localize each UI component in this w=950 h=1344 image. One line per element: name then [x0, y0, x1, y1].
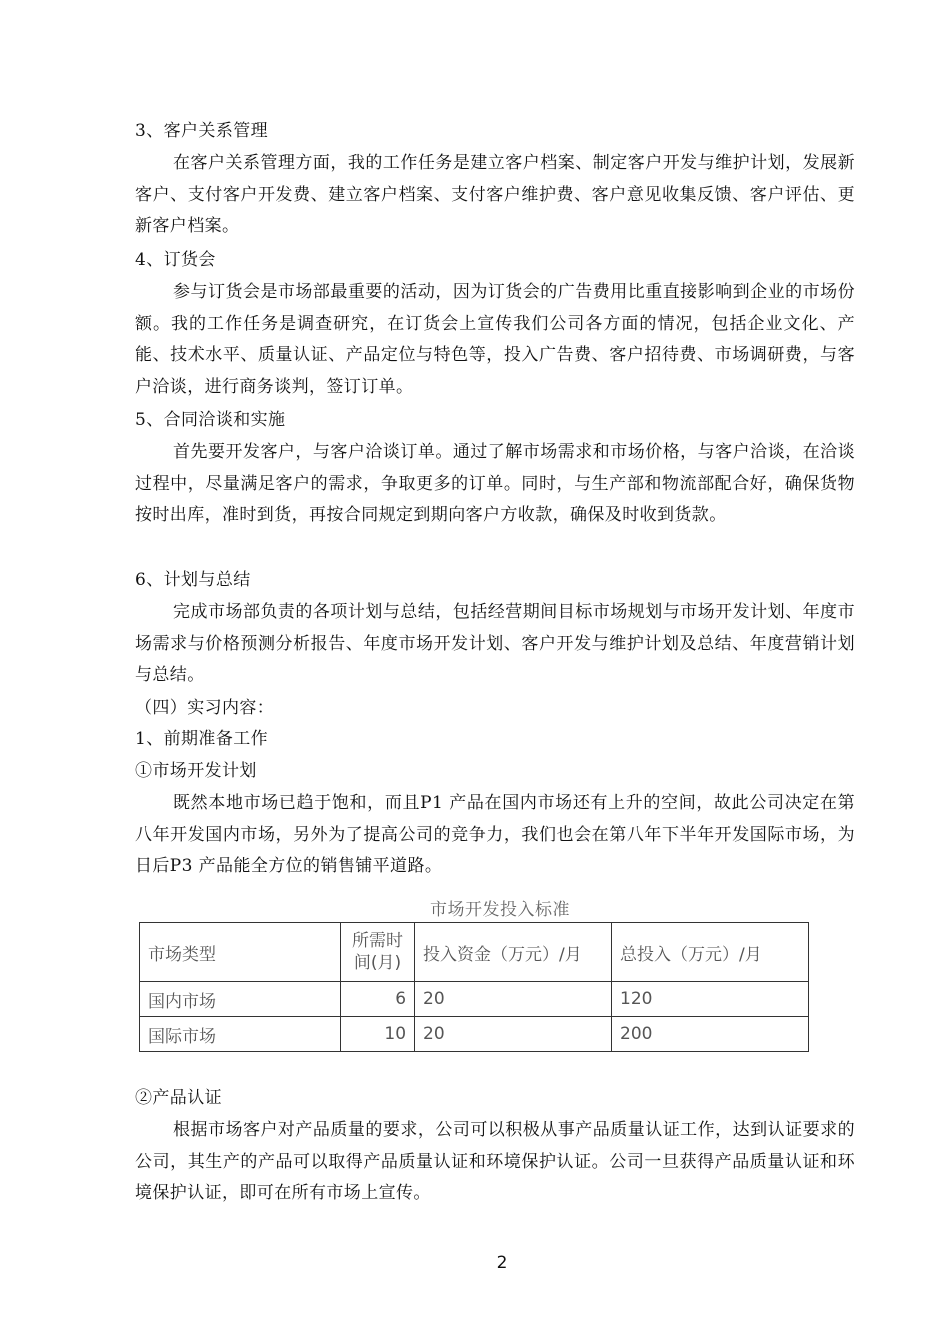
section-4-body: 参与订货会是市场部最重要的活动，因为订货会的广告费用比重直接影响到企业的市场份额。我的工作任务是调查研究，在订货会上宣传我们公司各方面的情况，包括企业文化、产能、技术水平、质量认证、产品定位与特色等，投入广告费、客户招待费、市场调研费，与客户洽谈，进行商务谈判，签订订单。: [135, 282, 855, 397]
cell-required-time: 6: [341, 982, 415, 1017]
certification-body: 根据市场客户对产品质量的要求，公司可以积极从事产品质量认证工作，达到认证要求的公司，其生产的产品可以取得产品质量认证和环境保护认证。公司一旦获得产品质量认证和环境保护认证，即可在所有市场上宣传。: [135, 1120, 855, 1203]
header-investment: 投入资金（万元）/月: [415, 923, 612, 982]
table-row: [140, 1017, 809, 1052]
cell-investment: 20: [415, 982, 612, 1017]
cell-total-investment: 200: [612, 1017, 809, 1052]
section-5-heading: 5、合同洽谈和实施: [135, 410, 286, 430]
section-6-body: 完成市场部负责的各项计划与总结，包括经营期间目标市场规划与市场开发计划、年度市场需求与价格预测分析报告、年度市场开发计划、客户开发与维护计划及总结、年度营销计划与总结。: [135, 602, 855, 685]
part-4-heading: （四）实习内容：: [135, 698, 275, 718]
table-row: [140, 982, 809, 1017]
market-development-table: [139, 922, 809, 1052]
section-5-body: 首先要开发客户，与客户洽谈订单。通过了解市场需求和市场价格，与客户洽谈，在洽谈过程中，尽量满足客户的需求，争取更多的订单。同时，与生产部和物流部配合好，确保货物按时出库，准时到货，再按合同规定到期向客户方收款，确保及时收到货款。: [135, 442, 855, 525]
page-number: 2: [496, 1253, 508, 1273]
header-market-type: 市场类型: [140, 923, 341, 982]
header-total-investment: 总投入（万元）/月: [612, 923, 809, 982]
prep-work-heading: 1、前期准备工作: [135, 729, 269, 749]
table-caption: 市场开发投入标准: [430, 900, 570, 920]
market-plan-heading: ①市场开发计划: [135, 761, 257, 781]
cell-total-investment: 120: [612, 982, 809, 1017]
section-3-body: 在客户关系管理方面，我的工作任务是建立客户档案、制定客户开发与维护计划，发展新客户、支付客户开发费、建立客户档案、支付客户维护费、客户意见收集反馈、客户评估、更新客户档案。: [135, 153, 855, 236]
section-3-heading: 3、客户关系管理: [135, 121, 269, 141]
market-plan-body: 既然本地市场已趋于饱和，而且P1 产品在国内市场还有上升的空间，故此公司决定在第八年开发国内市场，另外为了提高公司的竞争力，我们也会在第八年下半年开发国际市场，为日后P3 产品能全方位的销售铺平道路。: [135, 793, 855, 876]
table-header-row: [140, 923, 809, 982]
header-required-time: [341, 923, 415, 982]
header-required-time-line1: 所需时: [352, 931, 404, 951]
section-6-heading: 6、计划与总结: [135, 570, 251, 590]
cell-market-type: 国内市场: [140, 982, 341, 1017]
cell-required-time: 10: [341, 1017, 415, 1052]
certification-heading: ②产品认证: [135, 1088, 222, 1108]
header-required-time-line2: 间(月): [353, 953, 402, 973]
section-4-heading: 4、订货会: [135, 250, 216, 270]
cell-investment: 20: [415, 1017, 612, 1052]
cell-market-type: 国际市场: [140, 1017, 341, 1052]
